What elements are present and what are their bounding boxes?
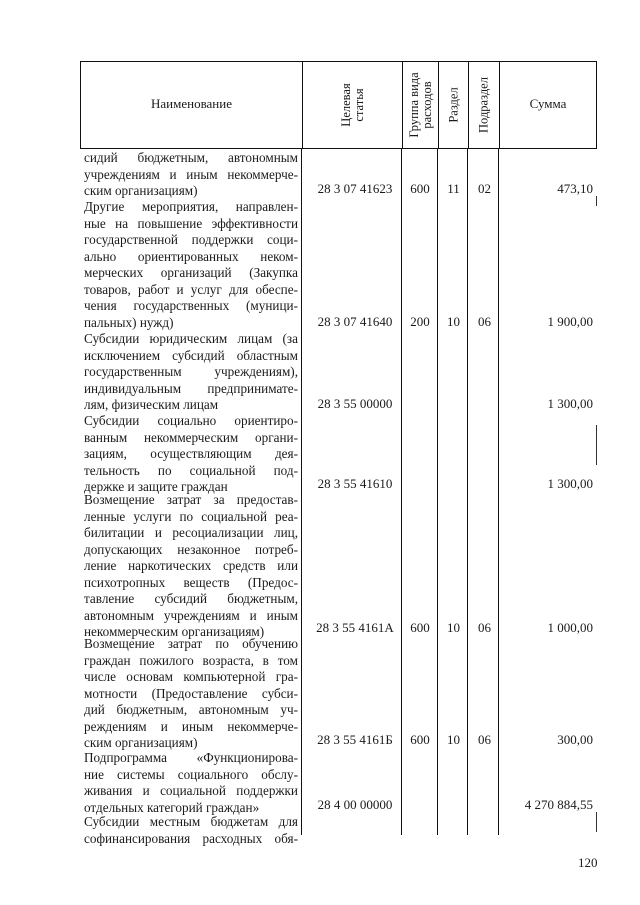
header-name: Наименование	[151, 96, 232, 111]
expense-group-value: 200	[410, 314, 430, 329]
target-article-value: 28 3 55 4161А	[316, 620, 394, 635]
table-row-name	[84, 199, 298, 331]
text-line: Субсидии юридическим лицам (за	[84, 331, 298, 346]
header-sum: Сумма	[529, 96, 567, 111]
text-line: граждан пожилого возраста, в том	[84, 652, 298, 668]
sum-value: 1 000,00	[547, 620, 593, 635]
text-line: исключением субсидий областным	[84, 347, 298, 363]
text-line: билитации и ресоциализации лиц,	[84, 525, 298, 540]
text-line: психотропных веществ (Предос-	[84, 574, 298, 590]
text-line: допускающих незаконное потреб-	[84, 541, 298, 557]
section-value: 10	[447, 314, 460, 329]
header-expense-group: Группа вида расходов	[406, 72, 434, 138]
text-line: государственной поддержки соци-	[84, 232, 298, 247]
text-line: Другие мероприятия, направлен-	[84, 199, 298, 214]
sum-value: 1 300,00	[547, 476, 593, 491]
header-section-cell	[438, 62, 468, 148]
table-row-name	[84, 331, 298, 414]
text-line: пальных) нужд)	[84, 314, 174, 330]
text-line: отдельных категорий граждан»	[84, 799, 260, 815]
text-line: тавление субсидий бюджетным,	[84, 591, 298, 606]
scan-mark	[596, 812, 597, 832]
text-line: учреждениям и иным некоммерче-	[84, 166, 298, 182]
subsection-value: 02	[478, 181, 491, 196]
table-row-name	[84, 636, 298, 752]
text-line: Субсидии социально ориентиро-	[84, 413, 298, 428]
text-line: Подпрограмма «Функционирова-	[84, 750, 298, 765]
text-line: ние системы социального обслу-	[84, 766, 298, 782]
text-line: автономным учреждениям и иным	[84, 607, 298, 623]
header-name-cell	[81, 62, 302, 148]
sum-value: 1 300,00	[547, 396, 593, 411]
text-line: ление наркотических средств или	[84, 558, 298, 573]
target-article-value: 28 3 55 4161Б	[317, 732, 393, 747]
table-row-name	[84, 750, 298, 816]
table-row-name	[84, 492, 298, 641]
text-line: ским организациям)	[84, 735, 198, 750]
text-line: живания и социальной поддержки	[84, 783, 298, 798]
target-article-value: 28 3 55 41610	[317, 476, 393, 491]
text-line: чения государственных (муници-	[84, 298, 298, 313]
column-divider	[301, 149, 302, 835]
text-line: Возмещение затрат по обучению	[84, 636, 298, 651]
text-line: дий бюджетным, автономным уч-	[84, 702, 298, 717]
table-header	[80, 61, 597, 149]
subsection-value: 06	[478, 732, 491, 747]
text-line: реждениям и иным некоммерче-	[84, 718, 298, 734]
sum-value: 473,10	[557, 181, 593, 196]
sum-value: 4 270 884,55	[524, 797, 593, 812]
text-line: мерческих организаций (Закупка	[84, 265, 298, 280]
sum-value: 1 900,00	[547, 314, 593, 329]
text-line: ленные услуги по социальной реа-	[84, 508, 298, 524]
table-row-name	[84, 814, 298, 847]
text-line: ским организациям)	[84, 183, 198, 198]
target-article-value: 28 3 07 41640	[317, 314, 393, 329]
section-value: 10	[447, 620, 460, 635]
table-row-name	[84, 150, 298, 200]
target-article-value: 28 4 00 00000	[317, 797, 393, 812]
expense-group-value: 600	[410, 620, 430, 635]
text-line: ванным некоммерческим органи-	[84, 429, 298, 445]
text-line: держке и защите граждан	[84, 479, 228, 494]
expense-group-value: 600	[410, 181, 430, 196]
text-line: софинансирования расходных обя-	[84, 830, 298, 846]
text-line: индивидуальным предпринимате-	[84, 380, 298, 396]
text-line: некоммерческим организациям)	[84, 624, 265, 639]
header-target-article: Целевая статья	[338, 83, 366, 127]
scan-mark	[596, 196, 597, 206]
table-row-name	[84, 413, 298, 496]
header-sum-cell	[499, 62, 596, 148]
text-line: государственным учреждениям),	[84, 364, 298, 379]
text-line: Субсидии местным бюджетам для	[84, 814, 298, 829]
text-line: тельность по социальной под-	[84, 462, 298, 478]
text-line: мотности (Предоставление субси-	[84, 685, 298, 701]
column-divider	[437, 149, 438, 835]
text-line: лям, физическим лицам	[84, 397, 219, 412]
column-divider	[401, 149, 402, 835]
target-article-value: 28 3 07 41623	[317, 181, 393, 196]
text-line: сидий бюджетным, автономным	[84, 150, 298, 165]
sum-value: 300,00	[557, 732, 593, 747]
header-subsection: Подраздел	[476, 77, 491, 133]
text-line: ные на повышение эффективности	[84, 215, 298, 231]
section-value: 10	[447, 732, 460, 747]
text-line: Возмещение затрат за предостав-	[84, 492, 298, 507]
text-line: товаров, работ и услуг для обеспе-	[84, 281, 298, 297]
target-article-value: 28 3 55 00000	[317, 396, 393, 411]
text-line: ально ориентированных неком-	[84, 248, 298, 264]
header-subsection-cell	[468, 62, 499, 148]
subsection-value: 06	[478, 314, 491, 329]
subsection-value: 06	[478, 620, 491, 635]
expense-group-value: 600	[410, 732, 430, 747]
scan-mark	[596, 425, 597, 465]
text-line: числе основам компьютерной гра-	[84, 669, 298, 684]
header-section: Раздел	[446, 87, 460, 123]
section-value: 11	[447, 181, 460, 196]
text-line: зациям, осуществляющим дея-	[84, 446, 298, 461]
header-expense-group-cell	[402, 62, 438, 148]
page-number: 120	[578, 855, 598, 870]
header-target-article-cell	[302, 62, 402, 148]
